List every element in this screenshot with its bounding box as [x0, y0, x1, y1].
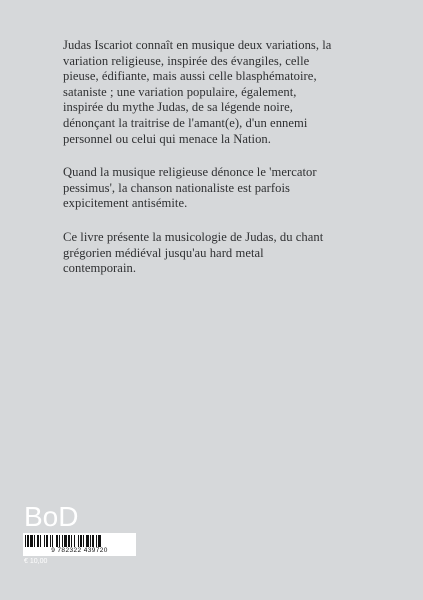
blurb-line: grégorien médiéval jusqu'au hard metal: [63, 245, 264, 260]
barcode-bar: [46, 535, 48, 547]
barcode-bar: [90, 535, 91, 547]
barcode-bar: [64, 535, 67, 547]
barcode-bar: [92, 535, 94, 547]
blurb-line: dénonçant la traitrise de l'amant(e), d'un ennemi: [63, 115, 308, 130]
barcode-bar: [44, 535, 45, 547]
barcode-bar: [62, 535, 63, 547]
barcode-digits: 9 782322 439720: [23, 547, 136, 555]
barcode-bar: [83, 535, 84, 547]
blurb-paragraph-3: [63, 230, 363, 277]
blurb-paragraph-2: [63, 165, 363, 212]
barcode-bar: [30, 535, 33, 547]
blurb-text: [63, 38, 363, 295]
barcode-bar: [50, 535, 51, 547]
barcode-bar: [52, 535, 53, 547]
barcode-bar: [98, 535, 101, 547]
barcode-bar: [78, 535, 79, 547]
blurb-line: Ce livre présente la musicologie de Judas, du chant: [63, 229, 324, 244]
price-label: € 10,00: [24, 558, 48, 565]
barcode-bar: [40, 535, 41, 547]
barcode-bar: [96, 535, 97, 547]
blurb-paragraph-1: [63, 38, 363, 147]
publisher-logo: BoD: [24, 501, 79, 532]
blurb-line: pessimus', la chanson nationaliste est parfois: [63, 180, 291, 195]
barcode-bar: [34, 535, 35, 547]
barcode-bar: [56, 535, 58, 547]
barcode-bars-graphic: [25, 535, 134, 547]
barcode-bar: [68, 535, 70, 547]
blurb-line: personnel ou celui qui menace la Nation.: [63, 131, 271, 146]
barcode-bar: [59, 535, 60, 547]
blurb-line: Judas Iscariot connaît en musique deux variations, la: [63, 38, 332, 52]
barcode-bar: [25, 535, 26, 547]
blurb-line: variation religieuse, inspirée des évangiles, celle: [63, 53, 310, 68]
blurb-line: sataniste ; une variation populaire, également,: [63, 84, 297, 99]
blurb-line: contemporain.: [63, 261, 137, 276]
barcode-bar: [86, 535, 89, 547]
barcode-bar: [71, 535, 72, 547]
isbn-barcode: [23, 533, 136, 556]
blurb-line: inspirée du mythe Judas, de sa légende noire,: [63, 100, 293, 115]
barcode-bar: [74, 535, 75, 547]
barcode-bar: [37, 535, 39, 547]
blurb-line: Quand la musique religieuse dénonce le 'mercator: [63, 165, 317, 180]
blurb-line: expicitement antisémite.: [63, 196, 188, 211]
barcode-bar: [27, 535, 29, 547]
barcode-bar: [80, 535, 82, 547]
blurb-line: pieuse, édifiante, mais aussi celle blasphématoire,: [63, 69, 317, 84]
